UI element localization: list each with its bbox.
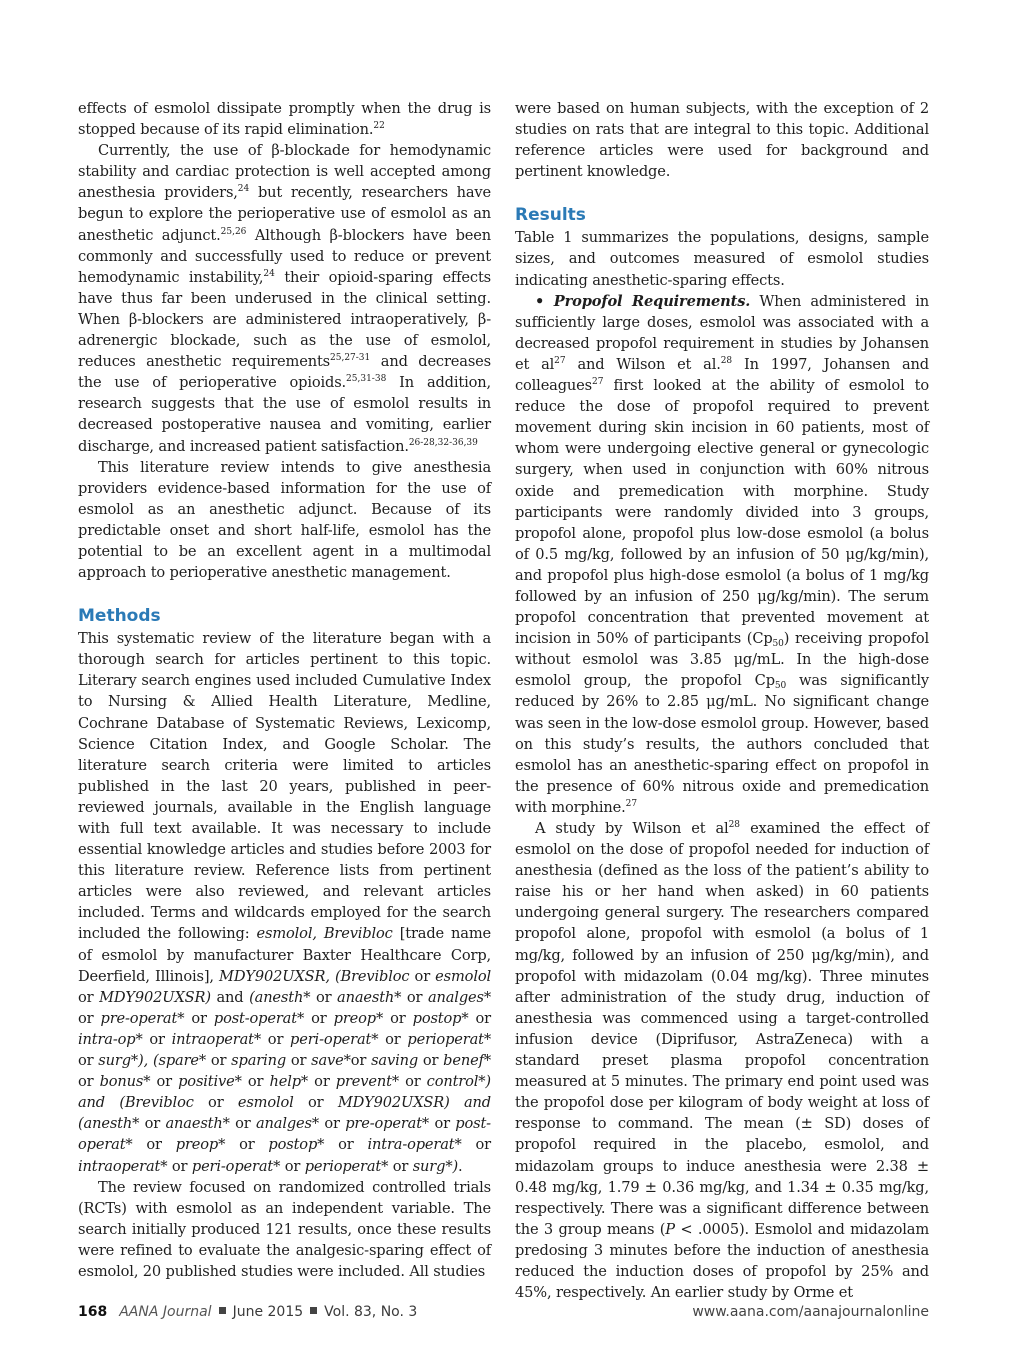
search-term: MDY902UXSR, (Brevibloc xyxy=(219,967,410,985)
search-term: anaesth* xyxy=(337,988,402,1006)
search-term: preop* xyxy=(333,1009,384,1027)
search-term: surg*) xyxy=(412,1157,459,1175)
search-term: analges* xyxy=(255,1115,320,1133)
search-connector: [trade name of esmolol by manufacturer Baxter Healthcare Corp, Deerfield, Illinois], xyxy=(78,925,491,985)
search-connector: or xyxy=(293,1094,338,1112)
search-term: preop* xyxy=(175,1136,226,1154)
search-connector: or xyxy=(78,1009,101,1027)
search-term: pre-operat* xyxy=(100,1009,185,1027)
search-term: perioperat* xyxy=(407,1030,491,1048)
paragraph-methods-end: were based on human subjects, with the exception of 2 studies on rats that are integral to this topic. Additional reference articles were used for background and pertinent knowledge. xyxy=(515,100,929,181)
left-column xyxy=(78,98,491,1282)
search-connector: or xyxy=(429,1115,456,1133)
search-term: peri-operat* xyxy=(290,1030,379,1048)
results-heading: Results xyxy=(515,205,586,226)
search-connector: or xyxy=(132,1136,176,1154)
journal-url-link[interactable]: www.aana.com/aanajournalonline xyxy=(692,1304,929,1320)
search-connector: or xyxy=(139,1115,166,1133)
search-connector: or xyxy=(206,1052,232,1070)
search-connector: or xyxy=(304,1009,334,1027)
search-term: and (Brevibloc xyxy=(78,1094,194,1112)
search-term: save* xyxy=(311,1052,351,1070)
search-term: esmolol xyxy=(435,967,491,985)
paragraph-results-summary: Table 1 summarizes the populations, designs, sample sizes, and outcomes measured of esmolol studies indicating anesthetic-sparing effects. xyxy=(515,229,929,289)
paragraph-propofol-requirements: • Propofol Requirements. When administered in sufficiently large doses, esmolol was associated with a decreased propofol requirement in studies by Johansen et $al^{27}$ and Wilson et al.$^{28}$ In 1997, Johansen and colleagues$^{27}$ first looked at the ability of esmolol to reduce the dose of propofol required to prevent movement during skin incision in 60 patients, most of whom were undergoing elective general or gynecologic surgery, when used in conjunction with 60% nitrous oxide and premedication with morphine. Study participants were randomly divided into 3 groups, propofol alone, propofol plus low-dose esmolol (a bolus of 0.5 mg/kg, followed by an infusion of 50 μg/kg/min), and propofol plus high-dose esmolol (a bolus of 1 mg/kg followed by an infusion of 250 μg/kg/min). The serum propofol concentration that prevented movement at incision in 50% of participants $(Cp_{50})$ receiving propofol without esmolol was 3.85 μg/mL. In the high-dose esmolol group, the propofol $Cp_{50}$ was significantly reduced by 26% to 2.85 μg/mL. No significant change was seen in the low-dose esmolol group. However, based on this study’s results, the authors concluded that esmolol has an anesthetic-sparing effect on propofol in the presence of 60% nitrous oxide and premedication with morphine.$^{27}$ xyxy=(515,292,930,816)
paragraph-beta-blockade: Currently, the use of β-blockade for hemodynamic stability and cardiac protection is well accepted among anesthesia providers,$^{24}$ but recently, researchers have begun to explore the perioperative use of esmolol as an anesthetic adjunct.$^{25,26}$ Although β-blockers have been commonly and successfully used to reduce or prevent hemodynamic instability,$^{24}$ their opioid-sparing effects have thus far been underused in the clinical setting. When β-blockers are administered intraoperatively, β-adrenergic blockade, such as the use of esmolol, reduces anesthetic requirements$^{25,27-31}$ and decreases the use of perioperative opioids.$^{25,31-38}$ In addition, research suggests that the use of esmolol results in decreased postoperative nausea and vomiting, earlier discharge, and increased patient satisfaction.$^{26-28,32-36,39}$ xyxy=(78,142,492,455)
search-connector: or xyxy=(150,1073,179,1091)
search-term: postop* xyxy=(412,1009,469,1027)
right-column xyxy=(515,98,929,1303)
search-connector: or xyxy=(261,1030,291,1048)
search-term: anaesth* xyxy=(165,1115,230,1133)
propofol-subheading: • Propofol Requirements. xyxy=(535,292,751,310)
page-number: 168 xyxy=(78,1304,108,1320)
search-term: post-operat* xyxy=(78,1115,491,1154)
search-connector: or xyxy=(461,1136,491,1154)
page-footer xyxy=(78,1304,929,1326)
search-connector: or xyxy=(184,1009,214,1027)
search-term: MDY902UXSR) and (anesth* xyxy=(78,1094,491,1133)
search-connector: or xyxy=(193,1094,238,1112)
search-connector: or xyxy=(78,988,100,1006)
search-connector: or xyxy=(280,1157,305,1175)
paragraph-review-intent: This literature review intends to give anesthesia providers evidence-based information for the use of esmolol as an anesthetic adjunct. Because of its predictable onset and short half-life, esmolol has the potential to be an excellent agent in a multimodal approach to perioperative anesthetic management. xyxy=(78,458,491,582)
separator-square-icon xyxy=(310,1307,317,1314)
issue-date: June 2015 xyxy=(232,1304,304,1320)
search-connector: or xyxy=(286,1052,312,1070)
search-connector: or xyxy=(78,1052,99,1070)
search-term: (anesth* xyxy=(249,988,311,1006)
search-term: esmolol xyxy=(237,1094,294,1112)
search-connector: or xyxy=(324,1136,368,1154)
search-connector: or xyxy=(378,1030,408,1048)
search-terms xyxy=(78,925,491,1174)
search-connector: or xyxy=(418,1052,444,1070)
separator-square-icon xyxy=(219,1307,226,1314)
paragraph-wilson-study: A study by Wilson et $al^{28}$ examined the effect of esmolol on the dose of propofol needed for induction of anesthesia (defined as the loss of the patient’s ability to raise his or her hand when asked) in 60 patients undergoing general surgery. The researchers compared propofol alone, propofol with esmolol (a bolus of 1 mg/kg, followed by an infusion of 250 μg/kg/min), and propofol with midazolam (0.04 mg/kg). Three minutes after administration of the study drug, induction of anesthesia was commenced using a target-controlled infusion device (Diprifusor, AstraZeneca) with a standard preset plasma propofol concentration measured at 5 minutes. The primary end point used was the propofol dose per kilogram of body weight at loss of response to command. The mean (± SD) doses of propofol required in the placebo, esmolol, and midazolam groups to induce anesthesia were 2.38 ± 0.48 mg/kg, 1.79 ± 0.36 mg/kg, and 1.34 ± 0.35 mg/kg, respectively. There was a significant difference between the 3 group means (P < .0005). Esmolol and midazolam predosing 3 minutes before the induction of anesthesia reduced the induction doses of propofol by 25% and 45%, respectively. An earlier study by Orme et xyxy=(515,820,930,1302)
search-connector: or xyxy=(167,1157,192,1175)
search-term: intra-op* xyxy=(78,1030,143,1048)
search-connector: or xyxy=(398,1073,427,1091)
journal-name: AANA Journal xyxy=(119,1304,212,1320)
search-term: (spare* xyxy=(152,1052,207,1070)
search-term: control*) xyxy=(426,1073,491,1091)
search-connector: and xyxy=(210,988,250,1006)
search-term: esmolol, Brevibloc xyxy=(256,925,393,943)
search-connector: or xyxy=(308,1073,336,1091)
paragraph-methods: This systematic review of the literature began with a thorough search for articles pertinent to this topic. Literary search engines used included Cumulative Index to Nursing & Allied Health Literature, Medline, Cochrane Database of Systematic Reviews, Lexicomp, Science Citation Index, and Google Scholar. The literature search criteria were limited to articles published in the last 20 years, published in peer-reviewed journals, available in the English language with full text available. It was necessary to include essential knowledge articles and studies before 2003 for this literature review. Reference lists from pertinent articles were also reviewed, and relevant articles included. Terms and wildcards employed for the search included the following: esmolol, Brevibloc [trade name of esmolol by manufacturer Baxter Healthcare Corp, Deerfield, Illinois], MDY902UXSR, (Brevibloc or esmolol or MDY902UXSR) and (anesth* or anaesth* or analges* or pre-operat* or post-operat* or preop* or postop* or intra-op* or intraoperat* or peri-operat* or perioperat* or surg*), (spare* or sparing or save*or saving or benef* or bonus* or positive* or help* or prevent* or control*) and (Brevibloc or esmolol or MDY902UXSR) and (anesth* or anaesth* or analges* or pre-operat* or post-operat* or preop* or postop* or intra-operat* or intraoperat* or peri-operat* or perioperat* or surg*). xyxy=(78,630,491,1175)
search-term: bonus* xyxy=(99,1073,151,1091)
search-term: surg*), xyxy=(98,1052,149,1070)
search-term: intra-operat* xyxy=(367,1136,462,1154)
search-term: perioperat* xyxy=(304,1157,389,1175)
search-connector: or xyxy=(310,988,338,1006)
search-term: post-operat* xyxy=(213,1009,305,1027)
search-connector: or xyxy=(225,1136,269,1154)
search-term: postop* xyxy=(268,1136,325,1154)
search-term: peri-operat* xyxy=(191,1157,281,1175)
methods-heading: Methods xyxy=(78,606,161,627)
search-term: prevent* xyxy=(335,1073,399,1091)
paragraph-review-focus: The review focused on randomized controlled trials (RCTs) with esmolol as an independent variable. The search initially produced 121 results, once these results were refined to evaluate the analgesic-sparing effect of esmolol, 20 published studies were included. All studies xyxy=(78,1178,491,1280)
search-term: intraoperat* xyxy=(78,1157,168,1175)
search-term: sparing xyxy=(231,1052,287,1070)
search-term: intraoperat* xyxy=(171,1030,262,1048)
volume-number: Vol. 83, No. 3 xyxy=(324,1304,418,1320)
search-connector: or xyxy=(383,1009,413,1027)
search-connector: or xyxy=(142,1030,172,1048)
search-connector: or xyxy=(78,1073,100,1091)
search-connector: or xyxy=(350,1052,372,1070)
search-connector: or xyxy=(388,1157,413,1175)
search-term: analges* xyxy=(427,988,491,1006)
search-term: MDY902UXSR) xyxy=(99,988,211,1006)
search-term: saving xyxy=(371,1052,419,1070)
search-term: positive* xyxy=(178,1073,242,1091)
search-connector: or xyxy=(409,967,436,985)
search-connector: or xyxy=(468,1009,491,1027)
search-connector: or xyxy=(241,1073,270,1091)
search-term: benef* xyxy=(443,1052,491,1070)
search-connector: or xyxy=(229,1115,256,1133)
search-term: help* xyxy=(269,1073,309,1091)
search-connector: or xyxy=(319,1115,346,1133)
paragraph-intro-end: effects of esmolol dissipate promptly when the drug is stopped because of its rapid elimination.$^{22}$ xyxy=(78,100,491,139)
search-term: pre-operat* xyxy=(345,1115,430,1133)
search-connector: or xyxy=(401,988,428,1006)
search-connector: . xyxy=(458,1157,463,1175)
